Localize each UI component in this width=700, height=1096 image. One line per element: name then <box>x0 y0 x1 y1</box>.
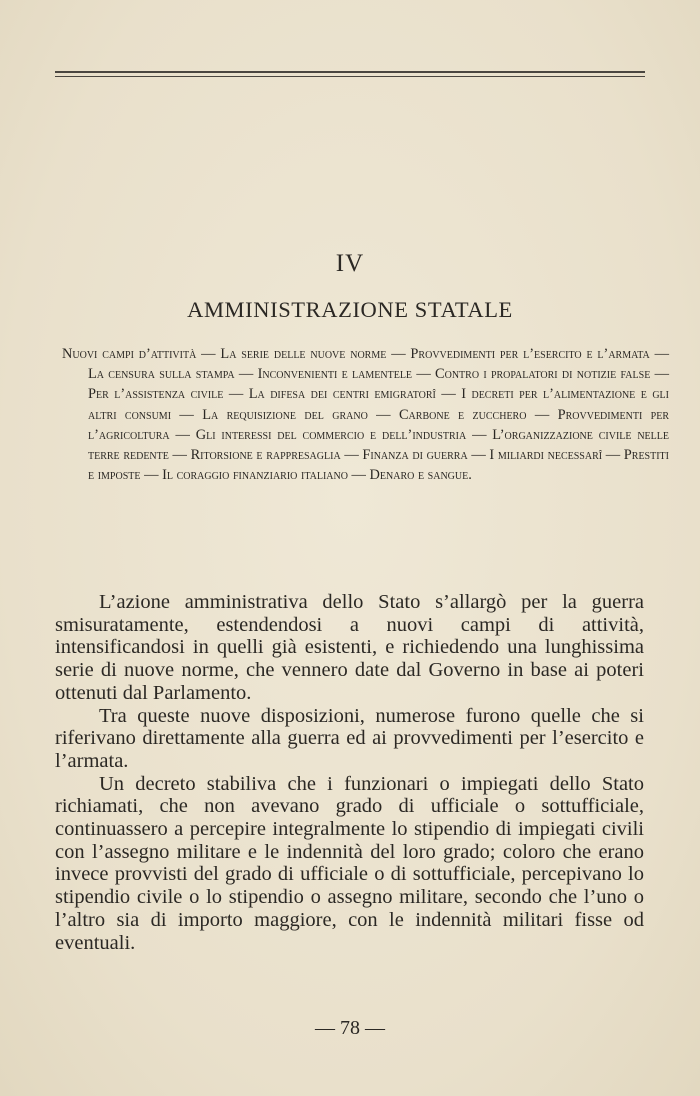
paragraph: Tra queste nuove disposizioni, numerose furono quelle che si riferivano direttamente alla guerra ed ai provvedimenti per l’esercito e l’armata. <box>55 704 644 772</box>
body-text <box>55 591 644 954</box>
chapter-title: AMMINISTRAZIONE STATALE <box>187 297 513 322</box>
chapter-number: IV <box>335 250 365 277</box>
paragraph: Un decreto stabiliva che i funzionari o impiegati dello Stato richiamati, che non avevano grado di ufficiale o sottufficiale, continuassero a percepire integralmente lo stipendio di impiegati civili con l’assegno militare e le indennità del loro grado; coloro che erano invece provvisti del grado di ufficiale o di sottufficiale, percepivano lo stipendio civile o lo stipendio o assegno militare, secondo che l’uno o l’altro sia di importo maggiore, con le indennità militari fisse od eventuali. <box>55 772 644 954</box>
paragraph: L’azione amministrativa dello Stato s’allargò per la guerra smisuratamente, estendendosi a nuovi campi di attività, intensificandosi in quelli già esistenti, e richiedendo una lunghissima serie di nuove norme, che vennero date dal Governo in base ai poteri ottenuti dal Parlamento. <box>55 591 644 704</box>
top-rule <box>55 71 645 73</box>
top-rule-thin <box>55 76 645 77</box>
page-number: — 78 — <box>315 1017 385 1039</box>
chapter-summary: Nuovi campi d’attività — La serie delle nuove norme — Provvedimenti per l’esercito e l’armata — La censura sulla stampa — Inconvenienti e lamentele — Contro i propalatori di notizie false — Per l’assistenza civile — La difesa dei centri emigratorî — I decreti per l’alimentazione e gli altri consumi — La requisizione del grano — Carbone e zucchero — Provvedimenti per l’agricoltura — Gli interessi del commercio e dell’industria — L’organizzazione civile nelle terre redente — Ritorsione e rappresaglia — Finanza di guerra — I miliardi necessarî — Prestiti e imposte — Il coraggio finanziario italiano — Denaro e sangue. <box>62 346 669 484</box>
